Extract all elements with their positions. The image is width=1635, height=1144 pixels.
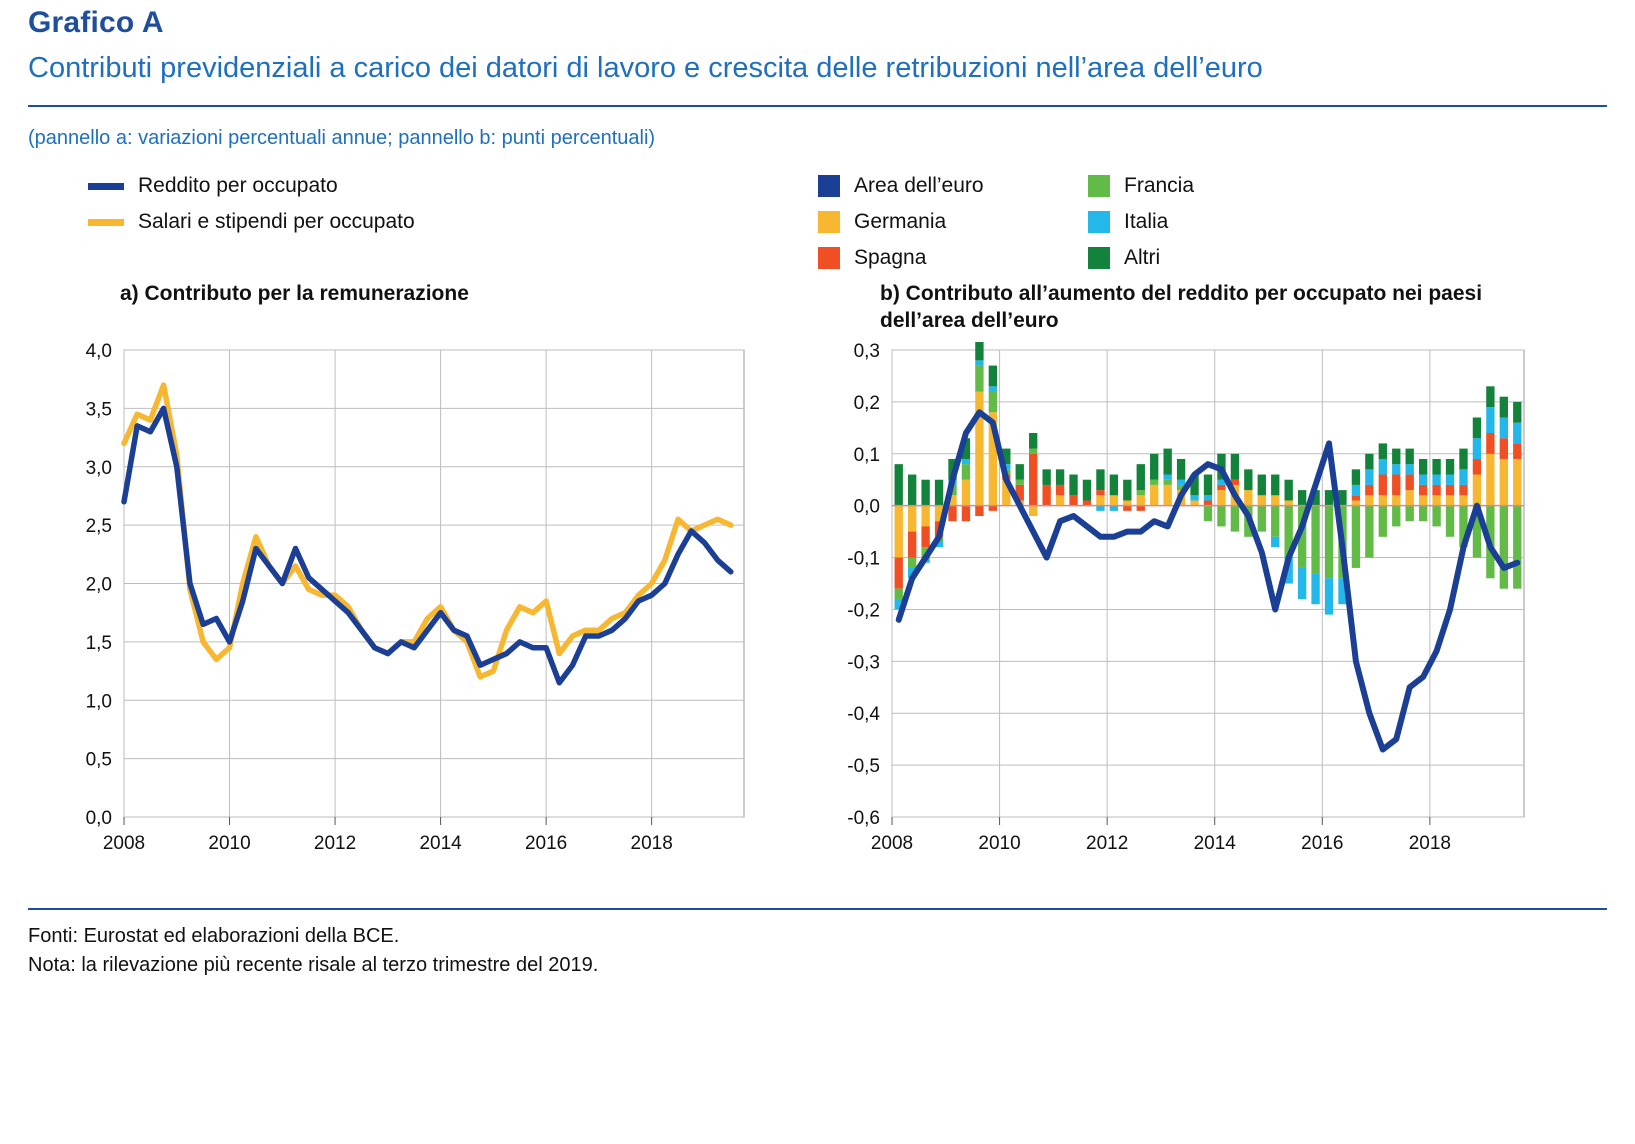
bar-segment xyxy=(1500,418,1508,439)
bar-segment xyxy=(1110,506,1118,511)
y-tick-label: -0,2 xyxy=(847,600,880,622)
bar-segment xyxy=(1365,469,1373,485)
bar-segment xyxy=(1042,485,1050,506)
bar-segment xyxy=(1311,573,1319,604)
x-tick-label: 2018 xyxy=(1408,833,1452,855)
bar-segment xyxy=(1258,475,1266,496)
x-tick-label: 2016 xyxy=(1301,833,1344,855)
legend-area xyxy=(28,168,1607,274)
bar-segment xyxy=(1352,495,1360,500)
bar-segment xyxy=(1271,475,1279,496)
bar-segment xyxy=(1446,495,1454,505)
legend-label: Salari e stipendi per occupato xyxy=(138,210,415,234)
bar-segment xyxy=(1392,506,1400,527)
footer-divider xyxy=(28,908,1607,910)
bar-segment xyxy=(1298,568,1306,599)
bar-segment xyxy=(1042,469,1050,485)
bar-segment xyxy=(1137,490,1145,495)
bar-segment xyxy=(1379,459,1387,475)
panel-a-plot xyxy=(58,342,758,887)
bar-segment xyxy=(1486,407,1494,433)
bar-segment xyxy=(1150,454,1158,480)
bar-segment xyxy=(1459,495,1467,505)
legend-panel-b xyxy=(818,168,1438,276)
panel-b-plot xyxy=(818,342,1538,887)
panel-b-title: b) Contributo all’aumento del reddito per occupato nei paesi dell’area dell’euro xyxy=(880,282,1483,333)
legend-swatch-area-euro xyxy=(818,175,840,197)
legend-panel-a xyxy=(88,168,415,240)
x-tick-label: 2014 xyxy=(419,833,462,855)
bar-segment xyxy=(948,506,956,522)
bar-segment xyxy=(1513,423,1521,444)
legend-swatch-italia xyxy=(1088,211,1110,233)
y-tick-label: 4,0 xyxy=(85,342,112,363)
bar-segment xyxy=(1298,490,1306,506)
bar-segment xyxy=(1432,495,1440,505)
x-tick-label: 2012 xyxy=(1086,833,1129,855)
legend-item xyxy=(818,246,1088,270)
bar-segment xyxy=(962,464,970,480)
bar-segment xyxy=(1379,475,1387,496)
bar-segment xyxy=(1056,495,1064,505)
bar-segment xyxy=(1379,444,1387,460)
bar-segment xyxy=(1446,475,1454,485)
bar-segment xyxy=(1365,506,1373,558)
bar-segment xyxy=(1110,495,1118,505)
legend-row xyxy=(818,204,1438,240)
bar-segment xyxy=(1513,459,1521,506)
x-tick-label: 2010 xyxy=(978,833,1021,855)
x-tick-label: 2016 xyxy=(524,833,568,855)
bar-segment xyxy=(1258,506,1266,532)
note-line: Nota: la rilevazione più recente risale al terzo trimestre del 2019. xyxy=(28,954,599,977)
bar-segment xyxy=(1177,459,1185,480)
x-tick-label: 2010 xyxy=(208,833,251,855)
bar-segment xyxy=(1446,485,1454,495)
bar-segment xyxy=(1069,495,1077,505)
bar-segment xyxy=(1244,490,1252,506)
bar-segment xyxy=(908,475,916,506)
legend-label: Reddito per occupato xyxy=(138,174,338,198)
y-tick-label: 3,0 xyxy=(85,457,112,479)
bar-segment xyxy=(935,480,943,506)
bar-segment xyxy=(1217,490,1225,506)
bar-segment xyxy=(1486,433,1494,454)
bar-segment xyxy=(1392,449,1400,465)
bar-segment xyxy=(1406,506,1414,522)
legend-item xyxy=(88,168,415,204)
legend-swatch-reddito xyxy=(88,183,124,190)
bar-segment xyxy=(1419,495,1427,505)
legend-swatch-altri xyxy=(1088,247,1110,269)
bar-segment xyxy=(1446,459,1454,475)
bar-segment xyxy=(1217,485,1225,490)
bar-segment xyxy=(1190,495,1198,500)
y-tick-label: 0,3 xyxy=(853,342,880,363)
bar-segment xyxy=(1500,459,1508,506)
bar-segment xyxy=(1285,501,1293,506)
bar-segment xyxy=(1459,469,1467,485)
y-tick-label: 1,0 xyxy=(85,691,112,713)
bar-segment xyxy=(1231,506,1239,532)
bar-segment xyxy=(1365,485,1373,495)
legend-swatch-salari xyxy=(88,219,124,226)
panels-container xyxy=(28,280,1607,900)
bar-segment xyxy=(1486,454,1494,506)
bar-segment xyxy=(908,506,916,532)
bar-segment xyxy=(975,392,983,506)
bar-segment xyxy=(1365,454,1373,470)
bar-segment xyxy=(921,506,929,527)
x-tick-label: 2008 xyxy=(870,833,914,855)
header-divider xyxy=(28,105,1607,107)
panel-a xyxy=(58,280,758,887)
bar-segment xyxy=(962,480,970,506)
panel-a-title: a) Contributo per la remunerazione xyxy=(120,282,469,306)
bar-segment xyxy=(1325,490,1333,506)
bar-segment xyxy=(1110,475,1118,496)
bar-segment xyxy=(1352,485,1360,495)
bar-segment xyxy=(1029,449,1037,454)
bar-segment xyxy=(1419,485,1427,495)
bar-segment xyxy=(1163,475,1171,480)
bar-segment xyxy=(975,360,983,365)
bar-segment xyxy=(1029,454,1037,506)
y-tick-label: 2,5 xyxy=(85,516,112,538)
bar-segment xyxy=(1406,449,1414,465)
bar-segment xyxy=(1150,480,1158,485)
legend-swatch-francia xyxy=(1088,175,1110,197)
x-tick-label: 2018 xyxy=(630,833,673,855)
bar-segment xyxy=(1096,495,1104,505)
y-tick-label: -0,6 xyxy=(847,808,880,830)
y-tick-label: 3,5 xyxy=(85,399,112,421)
bar-segment xyxy=(1069,475,1077,496)
bar-segment xyxy=(1392,475,1400,496)
legend-swatch-germania xyxy=(818,211,840,233)
bar-segment xyxy=(895,558,903,589)
bar-segment xyxy=(1096,506,1104,511)
y-tick-label: -0,1 xyxy=(847,548,880,570)
bar-segment xyxy=(962,459,970,464)
bar-segment xyxy=(1217,506,1225,527)
footer-notes xyxy=(28,922,1607,980)
chart-label: Grafico A xyxy=(28,6,164,39)
legend-item xyxy=(1088,174,1358,198)
bar-segment xyxy=(1379,506,1387,537)
bar-segment xyxy=(1513,444,1521,460)
bar-segment xyxy=(1096,490,1104,495)
bar-segment xyxy=(1204,506,1212,522)
bar-segment xyxy=(1163,485,1171,506)
bar-segment xyxy=(1123,480,1131,501)
bar-segment xyxy=(1056,485,1064,495)
legend-item xyxy=(1088,210,1358,234)
bar-segment xyxy=(989,386,997,391)
bar-segment xyxy=(1083,501,1091,506)
x-tick-label: 2012 xyxy=(313,833,357,855)
bar-segment xyxy=(1029,433,1037,449)
legend-swatch-spagna xyxy=(818,247,840,269)
bar-segment xyxy=(1432,475,1440,485)
bar-segment xyxy=(1325,578,1333,614)
bar-segment xyxy=(1258,495,1266,505)
sources-line: Fonti: Eurostat ed elaborazioni della BCE. xyxy=(28,925,400,948)
legend-item xyxy=(1088,246,1358,270)
bar-segment xyxy=(1271,495,1279,505)
bar-segment xyxy=(1419,506,1427,522)
bar-segment xyxy=(1204,475,1212,496)
bar-segment xyxy=(1500,438,1508,459)
legend-row xyxy=(818,168,1438,204)
y-tick-label: 0,0 xyxy=(853,496,880,518)
x-tick-label: 2008 xyxy=(102,833,146,855)
bar-segment xyxy=(1137,464,1145,490)
bar-segment xyxy=(895,464,903,506)
bar-segment xyxy=(1190,501,1198,506)
legend-label: Area dell’euro xyxy=(854,174,984,198)
bar-segment xyxy=(1056,469,1064,485)
bar-segment xyxy=(989,506,997,511)
legend-label: Altri xyxy=(1124,246,1161,270)
bar-segment xyxy=(1406,475,1414,491)
bar-segment xyxy=(908,532,916,558)
bar-segment xyxy=(1486,386,1494,407)
bar-segment xyxy=(1500,506,1508,589)
bar-segment xyxy=(989,366,997,387)
bar-segment xyxy=(921,480,929,506)
y-tick-label: 2,0 xyxy=(85,574,112,596)
legend-item xyxy=(818,210,1088,234)
bar-segment xyxy=(1163,480,1171,485)
legend-item xyxy=(818,174,1088,198)
y-tick-label: 0,2 xyxy=(853,392,880,414)
bar-segment xyxy=(1473,438,1481,459)
bar-segment xyxy=(1204,495,1212,500)
bar-segment xyxy=(962,506,970,522)
bar-segment xyxy=(1432,459,1440,475)
units-note: (pannello a: variazioni percentuali annue; pannello b: punti percentuali) xyxy=(28,127,656,150)
bar-segment xyxy=(975,506,983,516)
y-tick-label: -0,4 xyxy=(847,704,880,726)
bar-segment xyxy=(1473,459,1481,475)
bar-segment xyxy=(1325,506,1333,579)
bar-segment xyxy=(1459,485,1467,495)
legend-label: Germania xyxy=(854,210,947,234)
y-tick-label: 0,1 xyxy=(853,444,880,466)
y-tick-label: -0,5 xyxy=(847,756,880,778)
legend-label: Francia xyxy=(1124,174,1195,198)
bar-segment xyxy=(1285,480,1293,501)
bar-segment xyxy=(1352,469,1360,485)
bar-segment xyxy=(1096,469,1104,490)
bar-segment xyxy=(1271,537,1279,547)
bar-segment xyxy=(1083,480,1091,501)
bar-segment xyxy=(1365,495,1373,505)
bar-segment xyxy=(1513,402,1521,423)
bar-segment xyxy=(1500,397,1508,418)
y-tick-label: 1,5 xyxy=(85,632,112,654)
bar-segment xyxy=(908,558,916,568)
bar-segment xyxy=(1473,418,1481,439)
bar-segment xyxy=(1244,469,1252,490)
bar-segment xyxy=(1231,454,1239,480)
bar-segment xyxy=(1016,464,1024,480)
bar-segment xyxy=(1352,506,1360,568)
panel-b xyxy=(818,280,1538,887)
bar-segment xyxy=(1392,464,1400,474)
bar-segment xyxy=(1029,506,1037,516)
bar-segment xyxy=(1016,480,1024,485)
panel-b-svg xyxy=(818,342,1538,887)
bar-segment xyxy=(1459,449,1467,470)
y-tick-label: -0,3 xyxy=(847,652,880,674)
bar-segment xyxy=(1352,501,1360,506)
legend-label: Italia xyxy=(1124,210,1169,234)
bar-segment xyxy=(1406,490,1414,506)
bar-segment xyxy=(895,506,903,558)
bar-segment xyxy=(975,342,983,360)
bar-segment xyxy=(1123,501,1131,506)
panel-a-svg xyxy=(58,342,758,887)
legend-item xyxy=(88,204,415,240)
bar-segment xyxy=(1137,495,1145,505)
bar-segment xyxy=(989,392,997,413)
bar-segment xyxy=(1513,506,1521,589)
bar-segment xyxy=(1150,485,1158,506)
bar-segment xyxy=(1379,495,1387,505)
bar-segment xyxy=(1311,506,1319,573)
bar-segment xyxy=(1432,506,1440,527)
bar-segment xyxy=(921,527,929,548)
bar-segment xyxy=(895,589,903,599)
bar-segment xyxy=(1271,506,1279,537)
bar-segment xyxy=(1432,485,1440,495)
bar-segment xyxy=(1137,506,1145,511)
bar-segment xyxy=(1204,501,1212,506)
bar-segment xyxy=(1419,459,1427,475)
chart-title: Contributi previdenziali a carico dei datori di lavoro e crescita delle retribuzioni nell’area dell’euro xyxy=(28,52,1263,84)
bar-segment xyxy=(1419,475,1427,485)
bar-segment xyxy=(1473,475,1481,506)
bar-segment xyxy=(1406,464,1414,474)
bar-segment xyxy=(1123,506,1131,511)
bar-segment xyxy=(1163,449,1171,475)
y-tick-label: 0,5 xyxy=(85,749,112,771)
bar-segment xyxy=(975,366,983,392)
bar-segment xyxy=(1446,506,1454,537)
legend-row xyxy=(818,240,1438,276)
legend-label: Spagna xyxy=(854,246,927,270)
bar-segment xyxy=(1177,480,1185,485)
x-tick-label: 2014 xyxy=(1193,833,1236,855)
bar-segment xyxy=(1392,495,1400,505)
y-tick-label: 0,0 xyxy=(85,808,112,830)
